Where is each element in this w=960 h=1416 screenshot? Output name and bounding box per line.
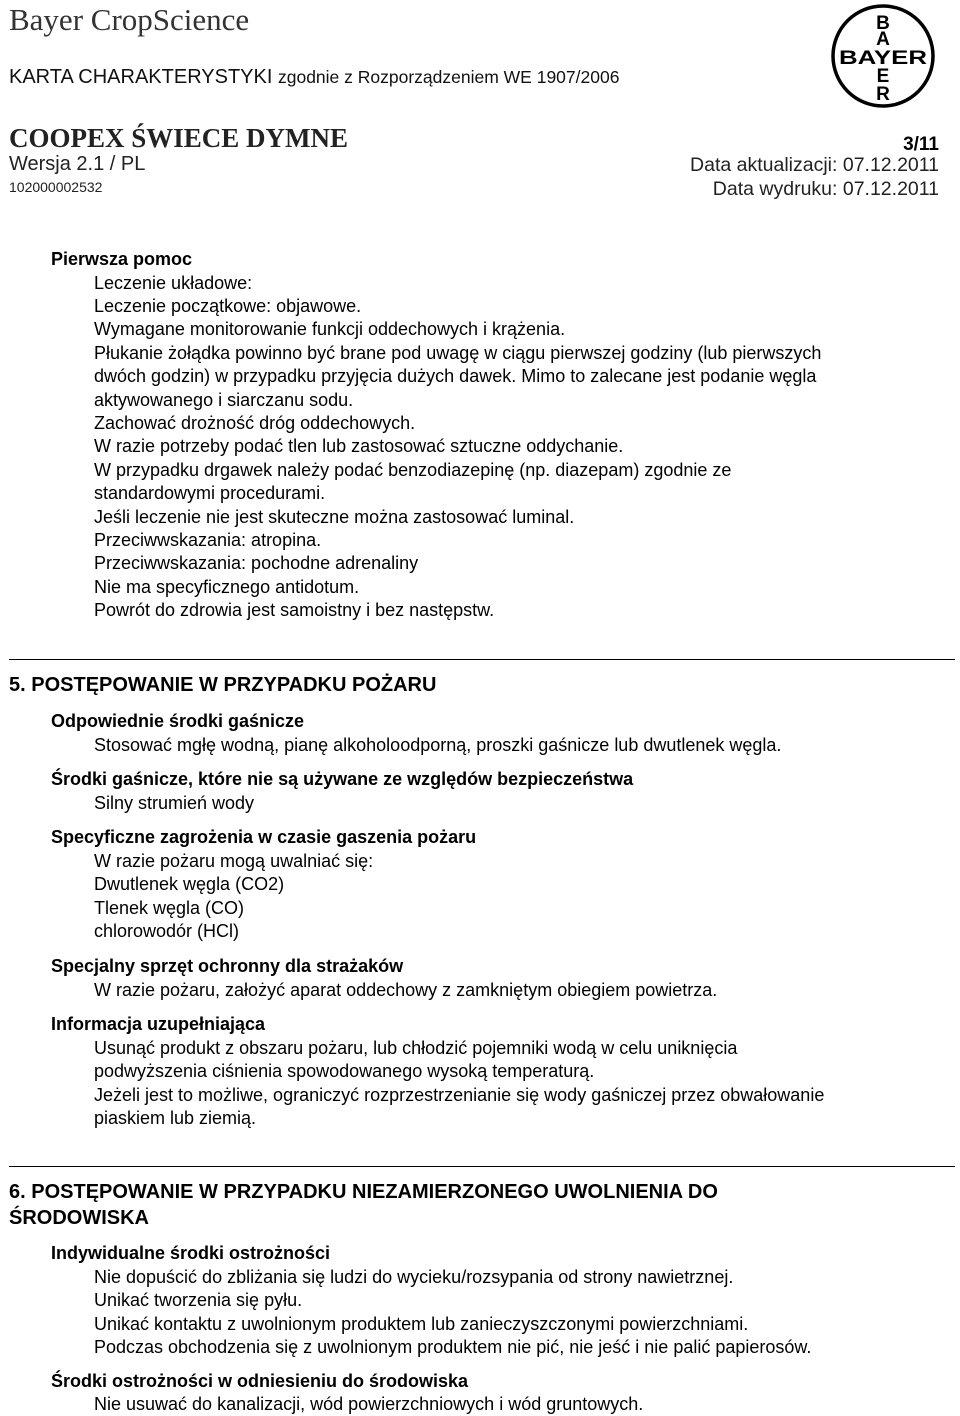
product-name: COOPEX ŚWIECE DYMNE (9, 123, 349, 153)
logo-letter: R (876, 84, 890, 105)
document-title (9, 66, 619, 89)
body-line: Nie dopuścić do zbliżania się ludzi do wycieku/rozsypania od strony nawietrznej. (94, 1267, 734, 1287)
body-line: podwyższenia ciśnienia spowodowanego wysoką temperaturą. (94, 1061, 595, 1081)
body-line: piaskiem lub ziemią. (94, 1108, 257, 1128)
body-line: dwóch godzin) w przypadku przyjęcia dużych dawek. Mimo to zalecane jest podanie węgla (94, 366, 817, 386)
document-title-main: KARTA CHARAKTERYSTYKI (9, 66, 273, 88)
body-line: W razie potrzeby podać tlen lub zastosować sztuczne oddychanie. (94, 436, 624, 456)
subsection-heading: Indywidualne środki ostrożności (51, 1243, 331, 1263)
body-line: chlorowodór (HCl) (94, 921, 240, 941)
bayer-cross-logo (830, 3, 936, 109)
logo-letter: B (876, 13, 890, 34)
section-title-continued: ŚRODOWISKA (9, 1207, 149, 1229)
company-name: Bayer CropScience (9, 2, 250, 37)
body-line: Silny strumień wody (94, 793, 255, 813)
subsection-heading: Specjalny sprzęt ochronny dla strażaków (51, 956, 404, 976)
body-line: Unikać tworzenia się pyłu. (94, 1290, 303, 1310)
body-line: W razie pożaru mogą uwalniać się: (94, 851, 374, 871)
body-line: Powrót do zdrowia jest samoistny i bez następstw. (94, 600, 495, 620)
body-line: Unikać kontaktu z uwolnionym produktem lub zanieczyszczonymi powierzchniami. (94, 1314, 749, 1334)
print-date: Data wydruku: 07.12.2011 (712, 178, 939, 200)
logo-horizontal-word: BAYER (839, 48, 928, 69)
body-line: Jeżeli jest to możliwe, ograniczyć rozprzestrzenianie się wody gaśniczej przez obwałowanie (94, 1085, 825, 1105)
body-line: Przeciwwskazania: pochodne adrenaliny (94, 553, 419, 573)
body-line: W razie pożaru, założyć aparat oddechowy z zamkniętym obiegiem powietrza. (94, 980, 718, 1000)
body-line: aktywowanego i siarczanu sodu. (94, 390, 354, 410)
body-line: Zachować drożność dróg oddechowych. (94, 413, 416, 433)
body-line: Jeśli leczenie nie jest skuteczne można zastosować luminal. (94, 507, 575, 527)
version-label: Wersja 2.1 / PL (9, 153, 146, 175)
section-divider (9, 1166, 955, 1167)
body-line: Stosować mgłę wodną, pianę alkoholoodporną, proszki gaśnicze lub dwutlenek węgla. (94, 735, 782, 755)
subsection-heading: Pierwsza pomoc (51, 249, 193, 269)
subsection-heading: Środki ostrożności w odniesieniu do środowiska (51, 1371, 469, 1391)
document-title-subtitle: zgodnie z Rozporządzeniem WE 1907/2006 (277, 67, 620, 87)
logo-letter: E (876, 66, 890, 87)
body-line: standardowymi procedurami. (94, 483, 326, 503)
subsection-heading: Odpowiednie środki gaśnicze (51, 711, 305, 731)
body-line: Usunąć produkt z obszaru pożaru, lub chłodzić pojemniki wodą w celu uniknięcia (94, 1038, 738, 1058)
body-line: Wymagane monitorowanie funkcji oddechowych i krążenia. (94, 319, 566, 339)
subsection-heading: Środki gaśnicze, które nie są używane ze względów bezpieczeństwa (51, 769, 634, 789)
section-title: 6. POSTĘPOWANIE W PRZYPADKU NIEZAMIERZONEGO UWOLNIENIA DO (9, 1181, 718, 1203)
section-divider (9, 659, 955, 660)
body-line: Podczas obchodzenia się z uwolnionym produktem nie pić, nie jeść i nie palić papierosów. (94, 1337, 812, 1357)
body-line: Nie ma specyficznego antidotum. (94, 577, 360, 597)
page-number: 3/11 (903, 134, 939, 155)
update-date: Data aktualizacji: 07.12.2011 (690, 154, 939, 176)
logo-letter: A (876, 29, 890, 50)
body-line: Leczenie układowe: (94, 273, 253, 293)
section-title: 5. POSTĘPOWANIE W PRZYPADKU POŻARU (9, 674, 437, 696)
subsection-heading: Informacja uzupełniająca (51, 1014, 266, 1034)
subsection-heading: Specyficzne zagrożenia w czasie gaszenia pożaru (51, 827, 477, 847)
body-line: Tlenek węgla (CO) (94, 898, 245, 918)
body-line: Nie usuwać do kanalizacji, wód powierzchniowych i wód gruntowych. (94, 1394, 644, 1414)
document-number: 102000002532 (9, 179, 103, 195)
body-line: Płukanie żołądka powinno być brane pod uwagę w ciągu pierwszej godziny (lub pierwszych (94, 343, 822, 363)
body-line: Dwutlenek węgla (CO2) (94, 874, 285, 894)
body-line: Leczenie początkowe: objawowe. (94, 296, 362, 316)
body-line: W przypadku drgawek należy podać benzodiazepinę (np. diazepam) zgodnie ze (94, 460, 732, 480)
body-line: Przeciwwskazania: atropina. (94, 530, 322, 550)
